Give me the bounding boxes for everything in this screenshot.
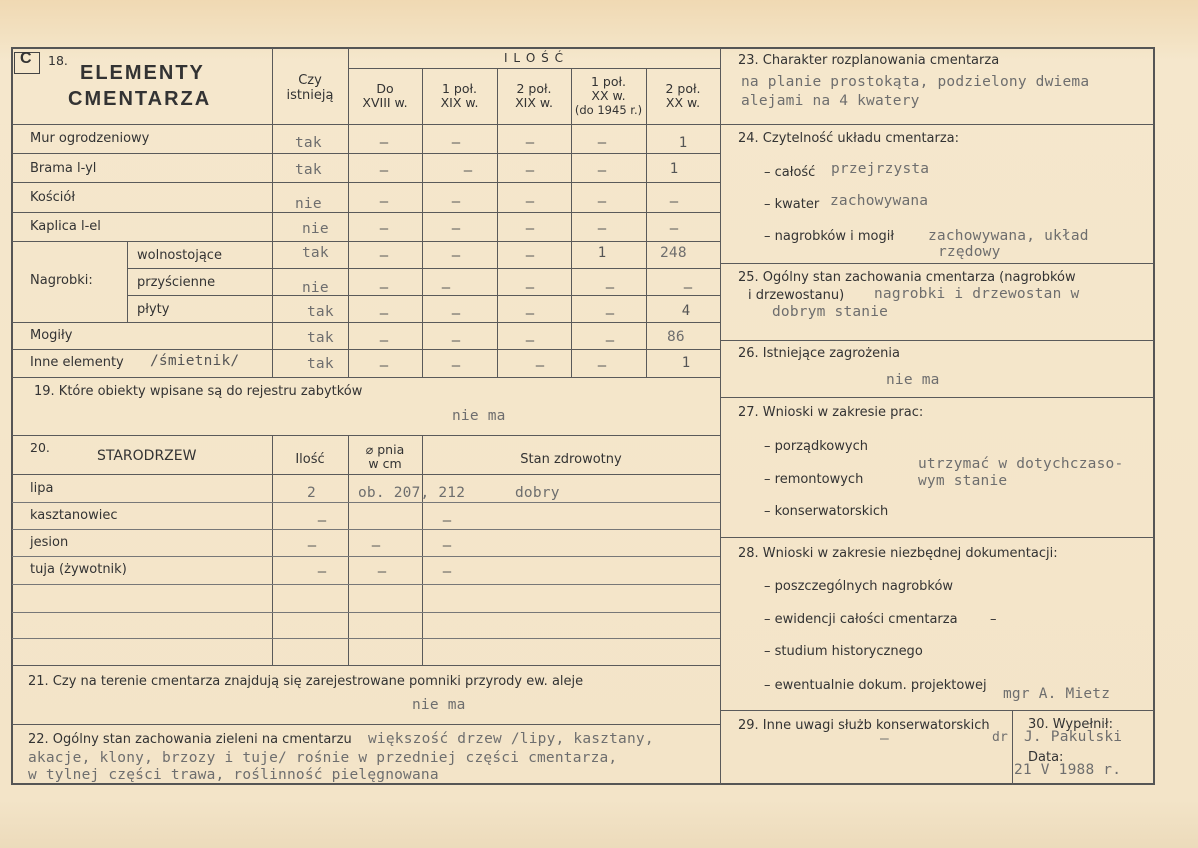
val-kaplica-3: – [525,221,535,237]
section-25-label2: i drzewostanu) [748,288,845,303]
dokumentacja-ewidencji-dash: – [990,612,997,627]
section-24-label: 24. Czytelność układu cmentarza: [738,131,960,146]
grid-line [12,377,720,378]
grid-line [12,435,720,436]
col-header-3: 2 poł. XIX w. [515,81,553,110]
grid-line [12,638,720,639]
val-wolno-4: 1 [597,245,607,261]
grid-line [12,124,720,125]
grid-line [12,474,720,475]
val-inne-4: – [597,358,607,374]
col-header-1: Do XVIII w. [362,81,408,110]
grid-line [12,556,720,557]
section-25-value2: dobrym stanie [772,304,889,320]
section-27-value1: utrzymać w dotychczaso- [918,456,1124,472]
czytelnosc-nagrobkow-value1: zachowywana, układ [928,228,1089,244]
grid-line [720,340,1154,341]
grid-line [12,349,720,350]
row-label-wolnostojace: wolnostojące [137,248,222,263]
grid-line [127,295,720,296]
val-kaplica-4: – [597,221,607,237]
grid-line [1012,710,1013,785]
row-label-brama: Brama l-yl [30,161,97,176]
section-29-dr: dr [992,730,1009,745]
val-plyty-5: 4 [681,303,691,319]
wnioski-konserwatorskich: – konserwatorskich [764,504,889,519]
row-label-inne: Inne elementy [30,355,124,370]
grid-line [422,435,423,665]
dokumentacja-projektowej: – ewentualnie dokum. projektowej [764,678,987,693]
val-mogily-3: – [525,333,535,349]
section-22-line3: w tylnej części trawa, roślinność pielęgnowana [28,767,439,783]
section-27-value2: wym stanie [918,473,1008,489]
date-label: Data: [1028,750,1064,765]
row-label-nagrobki: Nagrobki: [30,273,93,288]
dokumentacja-ewidencji: – ewidencji całości cmentarza [764,612,958,627]
val-kaplica-1: – [379,221,389,237]
grid-line [12,322,720,323]
grid-line [497,68,498,377]
czytelnosc-nagrobkow: – nagrobków i mogił [764,229,895,244]
starodrzew-stan-header: Stan zdrowotny [520,452,622,467]
grid-line [720,124,1154,125]
row-label-kosciol: Kościół [30,190,76,205]
grid-line [646,68,647,377]
section-18-number: 18. [48,53,68,68]
val-mur-5: 1 [678,135,688,151]
section-29-label: 29. Inne uwagi służb konserwatorskich [738,718,990,733]
val-kosciol-1: – [379,194,389,210]
section-23-line2: alejami na 4 kwatery [741,93,920,109]
val-plyty-2: – [451,306,461,322]
grid-line [12,212,720,213]
val-mur-3: – [525,135,535,151]
tree-name-lipa: lipa [30,481,54,496]
val-mur-4: – [597,135,607,151]
inne-typed-value: /śmietnik/ [150,353,240,369]
tree-pien-lipa: ob. 207, 212 [358,485,466,501]
grid-line [12,153,720,154]
wnioski-porzadkowych: – porządkowych [764,439,868,454]
val-inne-3: – [535,358,545,374]
grid-line [12,502,720,503]
grid-line [12,612,720,613]
val-wolno-3: – [525,248,535,264]
grid-line [348,68,720,69]
title-cmentarza: CMENTARZA [68,88,212,110]
val-kosciol-3: – [525,194,535,210]
section-27-label: 27. Wnioski w zakresie prac: [738,405,924,420]
val-kaplica-5: – [669,221,679,237]
exists-inne: tak [307,356,334,372]
grid-line [12,182,720,183]
section-30-label: 30. Wypełnił: [1028,717,1113,732]
starodrzew-ilosc-header: Ilość [295,452,325,467]
val-plyty-4: – [605,306,615,322]
val-brama-1: – [379,163,389,179]
tree-ilosc-tuja: – [317,564,327,580]
tree-stan-kasztanowiec: – [442,513,452,529]
grid-line [272,435,273,665]
val-brama-4: – [597,163,607,179]
exists-brama: tak [295,162,322,178]
col-header-4: 1 poł. XX w. (do 1945 r.) [574,74,643,117]
tree-stan-tuja: – [442,564,452,580]
dokumentacja-studium: – studium historycznego [764,644,923,659]
section-25-value1: nagrobki i drzewostan w [874,286,1080,302]
section-25-label1: 25. Ogólny stan zachowania cmentarza (nagrobków [738,270,1076,285]
grid-line [12,665,720,666]
val-mur-2: – [451,135,461,151]
section-23-label: 23. Charakter rozplanowania cmentarza [738,53,1000,68]
section-29-value: – [880,731,889,747]
val-kosciol-2: – [451,194,461,210]
val-wolno-1: – [379,248,389,264]
val-kosciol-4: – [597,194,607,210]
ilosc-header: I L O Ś Ć [504,51,564,65]
czytelnosc-calosc-value: przejrzysta [831,161,930,177]
val-plyty-3: – [525,306,535,322]
wnioski-remontowych: – remontowych [764,472,864,487]
section-23-line1: na planie prostokąta, podzielony dwiema [741,74,1090,90]
col-header-2: 1 poł. XIX w. [440,81,479,110]
val-przysc-5: – [683,280,693,296]
grid-line [12,241,720,242]
exists-kosciol: nie [295,196,322,212]
grid-line [720,397,1154,398]
grid-line [720,710,1154,711]
section-28-label: 28. Wnioski w zakresie niezbędnej dokumentacji: [738,546,1058,561]
section-21-value: nie ma [412,697,466,713]
signature-mietz: mgr A. Mietz [1003,686,1111,702]
val-mogily-2: – [451,333,461,349]
col-header-5: 2 poł. XX w. [665,81,701,110]
grid-line [720,537,1154,538]
row-label-plyty: płyty [137,302,170,317]
grid-line [12,584,720,585]
grid-line [127,241,128,322]
tree-name-jesion: jesion [30,535,69,550]
starodrzew-pien-header: ⌀ pnia w cm [365,442,405,471]
grid-line [127,268,720,269]
val-inne-2: – [451,358,461,374]
czytelnosc-kwater: – kwater [764,197,820,212]
val-przysc-2: – [441,280,451,296]
starodrzew-title: STARODRZEW [97,448,197,464]
exists-mur: tak [295,135,322,151]
section-22-line2: akacje, klony, brzozy i tuje/ rośnie w przedniej części cmentarza, [28,750,618,766]
val-brama-3: – [525,163,535,179]
main-divider [720,48,721,785]
tree-pien-tuja: – [377,564,387,580]
title-elementy: ELEMENTY [80,62,205,84]
tree-ilosc-lipa: 2 [307,485,316,501]
czy-header: Czy istnieją [286,73,334,103]
exists-przyscienne: nie [302,280,329,296]
czytelnosc-calosc: – całość [764,165,816,180]
exists-mogily: tak [307,330,334,346]
section-22-label: 22. Ogólny stan zachowania zieleni na cmentarzu [28,732,352,747]
date-value: 21 V 1988 r. [1014,762,1122,778]
val-mur-1: – [379,135,389,151]
section-19-label: 19. Które obiekty wpisane są do rejestru zabytków [34,384,363,399]
row-label-kaplica: Kaplica l-el [30,219,101,234]
exists-kaplica: nie [302,221,329,237]
section-22-line1: większość drzew /lipy, kasztany, [368,731,654,747]
val-brama-5: 1 [669,161,679,177]
tree-stan-lipa: dobry [515,485,560,501]
val-przysc-4: – [605,280,615,296]
val-inne-1: – [379,358,389,374]
row-label-mur: Mur ogrodzeniowy [30,131,150,146]
czytelnosc-kwater-value: zachowywana [830,193,929,209]
tree-name-tuja: tuja (żywotnik) [30,562,127,577]
grid-line [422,68,423,377]
val-kaplica-2: – [451,221,461,237]
tree-pien-jesion: – [371,538,381,554]
czytelnosc-nagrobkow-value2: rzędowy [938,244,1001,260]
val-plyty-1: – [379,306,389,322]
grid-line [12,529,720,530]
section-26-label: 26. Istniejące zagrożenia [738,346,900,361]
grid-line [12,724,720,725]
val-wolno-2: – [451,248,461,264]
grid-line [720,263,1154,264]
c-label: C [20,50,32,67]
val-mogily-5: 86 [667,329,685,345]
tree-name-kasztanowiec: kasztanowiec [30,508,118,523]
val-wolno-5: 248 [660,245,687,261]
section-20-number: 20. [30,440,50,455]
val-inne-5: 1 [681,355,691,371]
tree-stan-jesion: – [442,538,452,554]
val-kosciol-5: – [669,194,679,210]
section-21-label: 21. Czy na terenie cmentarza znajdują się zarejestrowane pomniki przyrody ew. aleje [28,674,584,689]
val-brama-2: – [463,163,473,179]
val-przysc-3: – [525,280,535,296]
val-przysc-1: – [379,280,389,296]
val-mogily-1: – [379,333,389,349]
dokumentacja-nagrobkow: – poszczególnych nagrobków [764,579,954,594]
filled-by-name: J. Pakulski [1024,729,1123,745]
tree-ilosc-kasztanowiec: – [317,513,327,529]
exists-wolnostojace: tak [302,245,329,261]
row-label-mogily: Mogiły [30,328,73,343]
section-19-value: nie ma [452,408,506,424]
section-26-value: nie ma [886,372,940,388]
val-mogily-4: – [605,333,615,349]
tree-ilosc-jesion: – [307,538,317,554]
exists-plyty: tak [307,304,334,320]
row-label-przyscienne: przyścienne [137,275,216,290]
